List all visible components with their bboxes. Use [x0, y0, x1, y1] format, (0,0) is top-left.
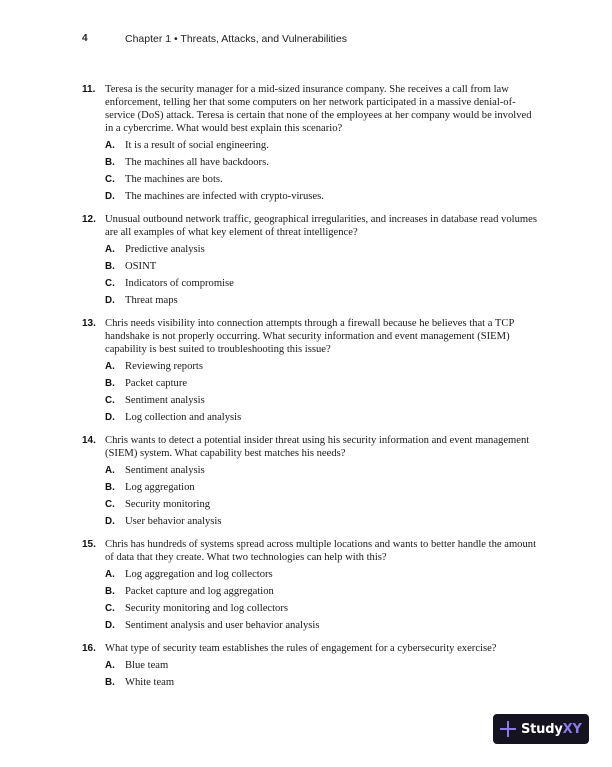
chapter-title: Chapter 1 • Threats, Attacks, and Vulnerabilities	[125, 33, 347, 45]
answer-option	[105, 260, 542, 277]
question-number: 16.	[82, 643, 96, 654]
option-text: The machines are bots.	[125, 174, 223, 185]
option-text: Indicators of compromise	[125, 278, 234, 289]
answer-options	[105, 139, 542, 207]
plus-icon	[500, 721, 516, 737]
option-text: Sentiment analysis	[125, 465, 205, 476]
question-16	[82, 642, 542, 693]
option-letter: A.	[105, 465, 115, 476]
brand-logo-text	[521, 722, 582, 737]
question-number: 14.	[82, 435, 96, 446]
option-text: Reviewing reports	[125, 361, 203, 372]
option-text: Packet capture	[125, 378, 188, 389]
question-text: Unusual outbound network traffic, geographical irregularities, and increases in database read volumes are all examples of what key element of threat intelligence?	[105, 214, 537, 238]
question-12	[82, 213, 542, 311]
option-letter: B.	[105, 482, 115, 493]
option-letter: A.	[105, 361, 115, 372]
question-number: 11.	[82, 84, 96, 95]
option-letter: B.	[105, 677, 115, 688]
option-text: Packet capture and log aggregation	[125, 586, 274, 597]
answer-options	[105, 568, 542, 636]
question-13	[82, 317, 542, 428]
question-text: Chris needs visibility into connection attempts through a firewall because he believes that a TCP handshake is not properly occurring. What security information and event management (SIEM) capability is best suited to troubleshooting this issue?	[105, 318, 514, 355]
answer-option	[105, 156, 542, 173]
option-text: Sentiment analysis and user behavior analysis	[125, 620, 320, 631]
answer-option	[105, 481, 542, 498]
option-text: User behavior analysis	[125, 516, 222, 527]
question-text: Chris has hundreds of systems spread across multiple locations and wants to better handle the amount of data that they create. What two technologies can help with this?	[105, 539, 537, 563]
option-letter: D.	[105, 295, 115, 306]
question-text: What type of security team establishes the rules of engagement for a cybersecurity exercise?	[105, 643, 497, 654]
question-14	[82, 434, 542, 532]
question-number: 15.	[82, 539, 96, 550]
answer-option	[105, 659, 542, 676]
question-text: Teresa is the security manager for a mid-sized insurance company. She receives a call from law enforcement, telling her that some computers on her network participated in a massive denial-of-service (DoS) attack. Teresa is certain that none of the employees at her company would be involved in a cybercrime. What would best explain this scenario?	[105, 84, 532, 134]
answer-option	[105, 173, 542, 190]
question-15	[82, 538, 542, 636]
option-letter: A.	[105, 569, 115, 580]
question-number: 12.	[82, 214, 96, 225]
answer-option	[105, 139, 542, 156]
answer-option	[105, 243, 542, 260]
option-letter: B.	[105, 157, 115, 168]
answer-option	[105, 377, 542, 394]
answer-option	[105, 515, 542, 532]
answer-option	[105, 360, 542, 377]
answer-option	[105, 619, 542, 636]
answer-option	[105, 294, 542, 311]
option-letter: B.	[105, 378, 115, 389]
answer-options	[105, 360, 542, 428]
option-text: The machines are infected with crypto-viruses.	[125, 191, 324, 202]
option-letter: D.	[105, 516, 115, 527]
answer-option	[105, 411, 542, 428]
option-text: Log aggregation	[125, 482, 195, 493]
answer-options	[105, 659, 542, 693]
option-text: Predictive analysis	[125, 244, 205, 255]
option-text: Blue team	[125, 660, 169, 671]
option-text: White team	[125, 677, 175, 688]
option-letter: C.	[105, 174, 115, 185]
answer-option	[105, 676, 542, 693]
option-text: It is a result of social engineering.	[125, 140, 269, 151]
option-text: OSINT	[125, 261, 157, 272]
question-11	[82, 83, 542, 207]
answer-option	[105, 394, 542, 411]
answer-option	[105, 585, 542, 602]
option-text: Security monitoring	[125, 499, 211, 510]
studyxy-watermark-badge[interactable]	[493, 714, 589, 744]
option-letter: C.	[105, 278, 115, 289]
question-list	[82, 83, 542, 699]
question-text: Chris wants to detect a potential insider threat using his security information and event management (SIEM) system. What capability best matches his needs?	[105, 435, 530, 459]
option-text: Log aggregation and log collectors	[125, 569, 273, 580]
answer-option	[105, 568, 542, 585]
brand-main: Study	[521, 721, 563, 737]
option-text: Security monitoring and log collectors	[125, 603, 288, 614]
answer-option	[105, 464, 542, 481]
answer-options	[105, 464, 542, 532]
answer-option	[105, 498, 542, 515]
answer-option	[105, 277, 542, 294]
option-text: Log collection and analysis	[125, 412, 242, 423]
option-letter: C.	[105, 395, 115, 406]
option-letter: D.	[105, 412, 115, 423]
option-letter: A.	[105, 244, 115, 255]
option-letter: C.	[105, 499, 115, 510]
page-number: 4	[82, 33, 88, 44]
option-letter: A.	[105, 660, 115, 671]
option-letter: A.	[105, 140, 115, 151]
option-text: Threat maps	[125, 295, 178, 306]
option-letter: C.	[105, 603, 115, 614]
brand-accent: XY	[562, 721, 582, 737]
answer-options	[105, 243, 542, 311]
option-letter: B.	[105, 261, 115, 272]
question-number: 13.	[82, 318, 96, 329]
option-text: The machines all have backdoors.	[125, 157, 269, 168]
answer-option	[105, 602, 542, 619]
option-text: Sentiment analysis	[125, 395, 205, 406]
option-letter: D.	[105, 191, 115, 202]
option-letter: D.	[105, 620, 115, 631]
option-letter: B.	[105, 586, 115, 597]
answer-option	[105, 190, 542, 207]
